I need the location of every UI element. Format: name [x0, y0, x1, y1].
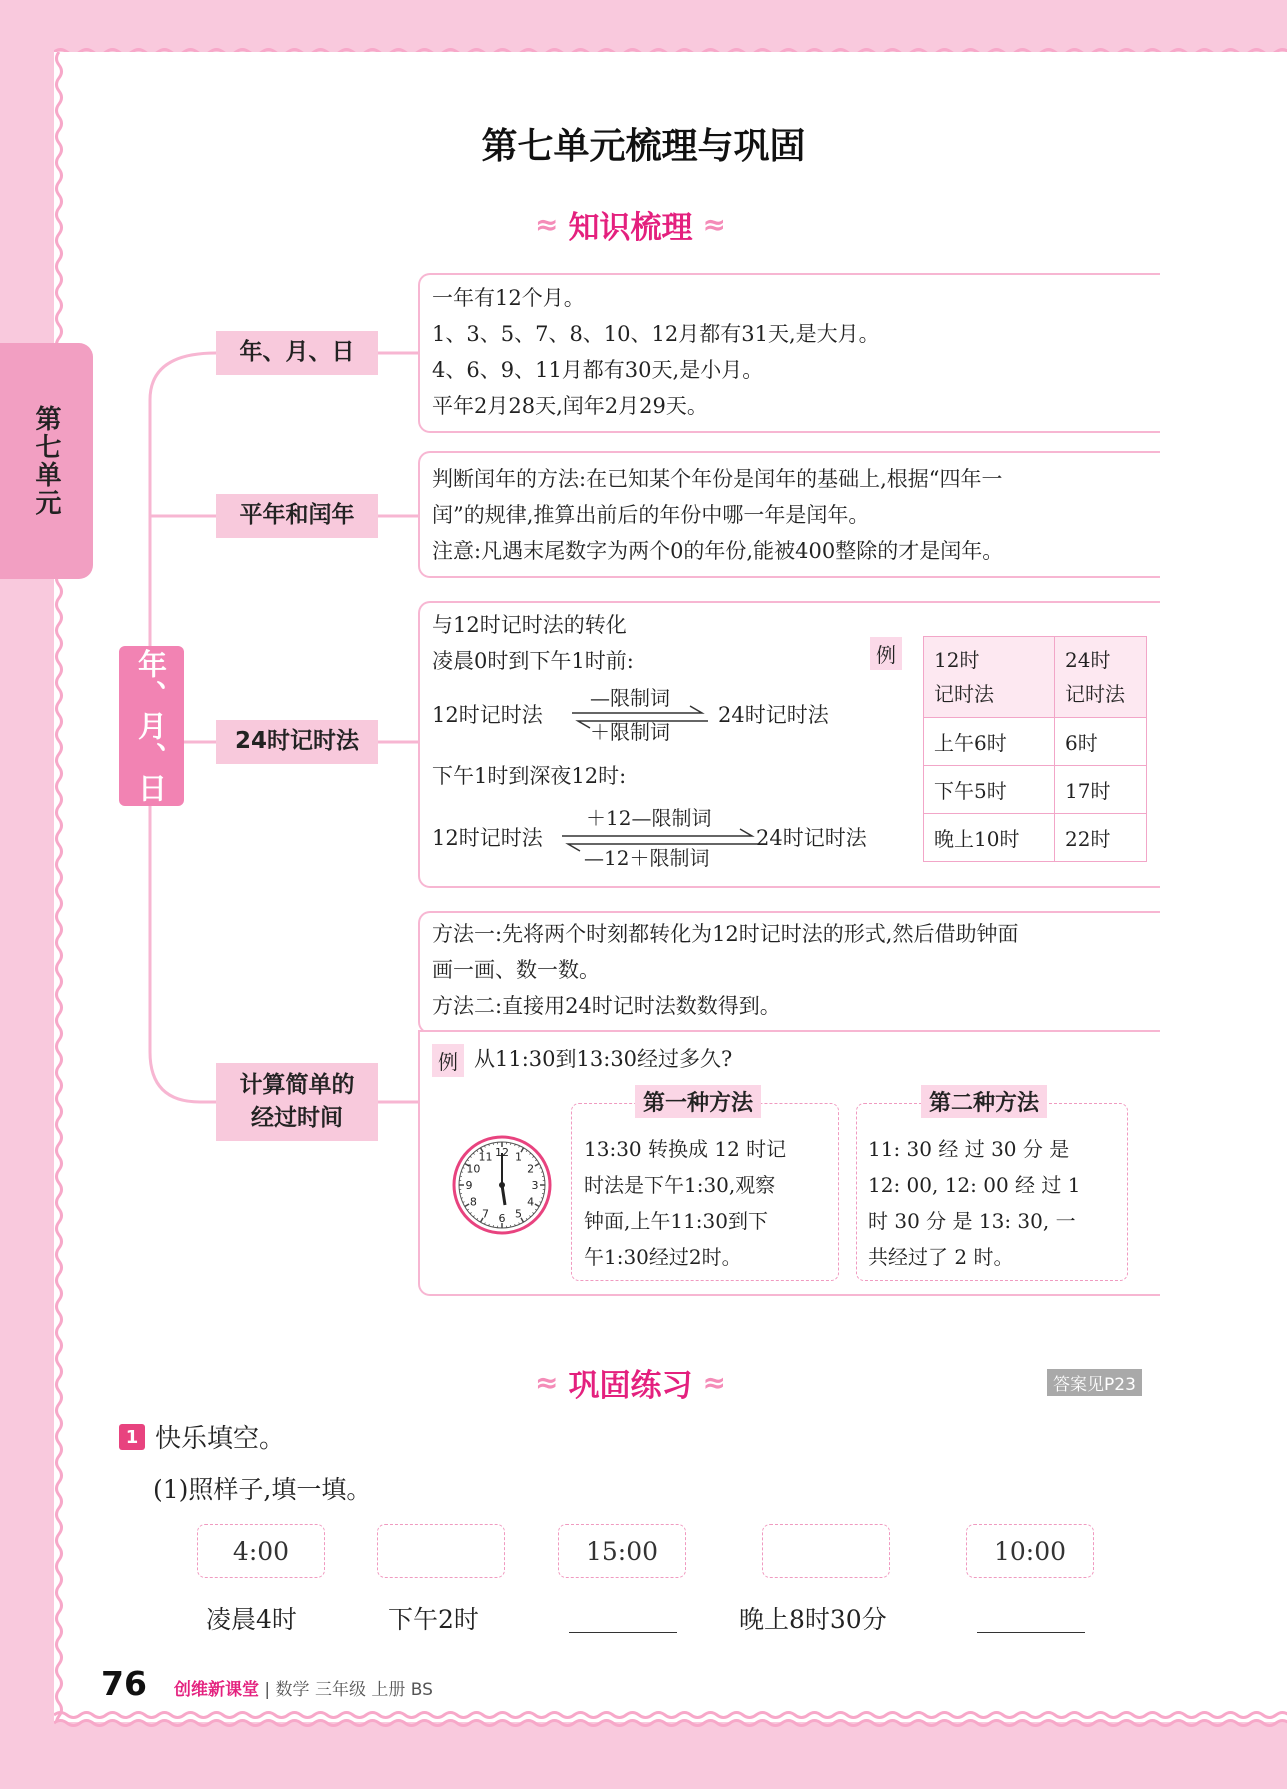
node-leap-year: 平年和闰年	[216, 494, 378, 538]
time-cell-given: 4:00	[197, 1524, 325, 1578]
table-header-24h: 24时 记时法	[1055, 637, 1147, 718]
time-label: 凌晨4时	[206, 1605, 297, 1634]
table-cell: 下午5时	[924, 766, 1055, 814]
question-title: 快乐填空。	[155, 1424, 286, 1454]
wave-deco-icon: ≈	[535, 208, 559, 241]
box3-heading: 与12时记时法的转化	[432, 613, 627, 637]
double-arrow-icon	[560, 828, 760, 852]
wavy-border-bottom	[54, 1705, 1287, 1735]
answer-blank[interactable]	[977, 1632, 1085, 1633]
section-header-practice: ≈ 巩固练习 ≈	[535, 1366, 726, 1404]
method2-line: 时 30 分 是 13: 30, 一	[868, 1209, 1076, 1233]
method1-line: 时法是下午1:30,观察	[584, 1173, 776, 1197]
conv2-right: 24时记时法	[756, 826, 867, 850]
question-number-badge: 1	[119, 1424, 145, 1450]
clock-number: 2	[527, 1162, 535, 1176]
example-question: 从11:30到13:30经过多久?	[474, 1047, 733, 1071]
sub-question: (1)照样子,填一填。	[153, 1475, 372, 1504]
box1-line1: 一年有12个月。	[432, 286, 585, 310]
box1-line3: 4、6、9、11月都有30天,是小月。	[432, 358, 764, 382]
box4-method1-line2: 画一画、数一数。	[432, 958, 600, 982]
box4-method1-line1: 方法一:先将两个时刻都转化为12时记时法的形式,然后借助钟面	[432, 922, 1019, 946]
box3-morning-range: 凌晨0时到下午1时前:	[432, 649, 634, 673]
box1-line2: 1、3、5、7、8、10、12月都有31天,是大月。	[432, 322, 880, 346]
wave-deco-icon: ≈	[702, 208, 726, 241]
double-arrow-icon	[570, 705, 710, 729]
table-header-12h: 12时 记时法	[924, 637, 1055, 718]
box2-line2: 闰”的规律,推算出前后的年份中哪一年是闰年。	[432, 503, 870, 527]
method1-line: 钟面,上午11:30到下	[584, 1209, 768, 1233]
method2-line: 12: 00, 12: 00 经 过 1	[868, 1173, 1081, 1197]
box2-line3: 注意:凡遇末尾数字为两个0的年份,能被400整除的才是闰年。	[432, 539, 1004, 563]
method2-text	[868, 1131, 1081, 1275]
box3-evening-range: 下午1时到深夜12时:	[432, 764, 627, 788]
node-year-month-day: 年、月、日	[216, 331, 378, 375]
section-header-knowledge: ≈ 知识梳理 ≈	[535, 208, 726, 246]
clock-number: 7	[482, 1207, 489, 1221]
conv1-bottom-label: ＋限制词	[590, 720, 670, 744]
wave-deco-icon: ≈	[535, 1366, 559, 1399]
clock-number: 1	[515, 1150, 522, 1164]
chapter-side-tab: 第七单元	[0, 343, 93, 579]
clock-icon	[450, 1133, 554, 1237]
node-24h-clock: 24时记时法	[216, 720, 378, 764]
conv1-right: 24时记时法	[718, 703, 829, 727]
box4-method2: 方法二:直接用24时记时法数数得到。	[432, 994, 781, 1018]
method2-title: 第二种方法	[921, 1085, 1047, 1118]
wave-deco-icon: ≈	[702, 1366, 726, 1399]
clock-number: 9	[465, 1179, 473, 1192]
time-cell-given: 15:00	[558, 1524, 686, 1578]
clock-number: 3	[531, 1179, 539, 1192]
method1-line: 午1:30经过2时。	[584, 1245, 742, 1269]
footer-brand: 创维新课堂	[174, 1680, 259, 1700]
clock-number: 12	[495, 1146, 509, 1159]
table-cell: 上午6时	[924, 718, 1055, 766]
method2-line: 共经过了 2 时。	[868, 1245, 1014, 1269]
node-elapsed-time	[216, 1063, 378, 1141]
clock-number: 11	[478, 1150, 493, 1164]
node-elapsed-time-line1: 计算简单的	[239, 1071, 355, 1098]
example-tag: 例	[870, 637, 902, 670]
footer-info	[174, 1675, 433, 1700]
conv2-bottom-label: —12＋限制词	[584, 846, 710, 870]
method2-line: 11: 30 经 过 30 分 是	[868, 1137, 1070, 1161]
clock-number: 4	[527, 1195, 535, 1209]
example-tag: 例	[432, 1044, 464, 1077]
wavy-border-left	[44, 52, 74, 1722]
table-cell: 22时	[1055, 814, 1147, 862]
page-number: 76	[101, 1664, 147, 1703]
footer-book-info: | 数学 三年级 上册 BS	[264, 1680, 433, 1700]
clock-number: 5	[515, 1207, 522, 1221]
box2-line1: 判断闰年的方法:在已知某个年份是闰年的基础上,根据“四年一	[432, 467, 1003, 491]
conv2-left: 12时记时法	[432, 826, 543, 850]
clock-number: 10	[466, 1162, 481, 1176]
mindmap-root-node: 年、月、日	[119, 646, 184, 806]
page-title: 第七单元梳理与巩固	[481, 126, 806, 167]
node-elapsed-time-line2: 经过时间	[251, 1105, 343, 1131]
conv2-top-label: ＋12—限制词	[586, 806, 712, 830]
clock-number: 8	[469, 1195, 477, 1209]
table-cell: 17时	[1055, 766, 1147, 814]
time-cell-answer[interactable]	[377, 1524, 505, 1578]
answer-blank[interactable]	[569, 1632, 677, 1633]
table-cell: 6时	[1055, 718, 1147, 766]
time-label: 晚上8时30分	[739, 1605, 887, 1634]
conv1-left: 12时记时法	[432, 703, 543, 727]
box1-line4: 平年2月28天,闰年2月29天。	[432, 394, 708, 418]
method1-line: 13:30 转换成 12 时记	[584, 1137, 787, 1161]
time-cell-answer[interactable]	[762, 1524, 890, 1578]
answer-reference: 答案见P23	[1047, 1369, 1142, 1396]
time-cell-given: 10:00	[966, 1524, 1094, 1578]
table-cell: 晚上10时	[924, 814, 1055, 862]
time-label: 下午2时	[388, 1605, 479, 1634]
method1-title: 第一种方法	[635, 1085, 761, 1118]
method1-text	[584, 1131, 786, 1275]
conversion-table	[923, 636, 1147, 862]
clock-number: 6	[498, 1212, 506, 1225]
conv1-top-label: —限制词	[590, 686, 670, 710]
